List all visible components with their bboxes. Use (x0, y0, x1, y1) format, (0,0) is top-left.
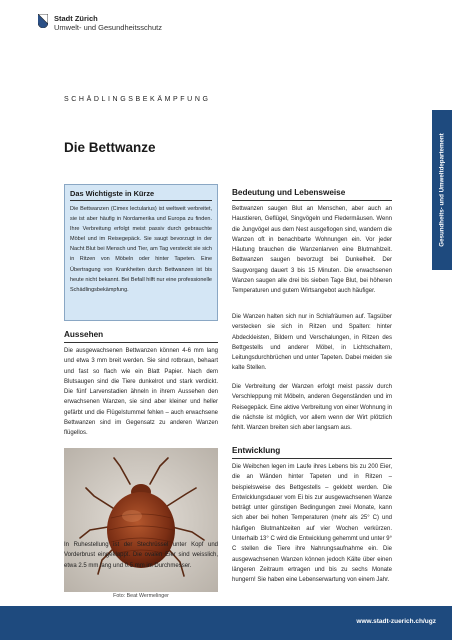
summary-box (64, 184, 218, 321)
bedeutung-paragraph-1: Bettwanzen saugen Blut an Menschen, aber auch an Haustieren, Geflügel, Singvögeln und Fledermäusen. Wenn die Jungvögel aus dem Nest ausgeflogen sind, wandern die Wanzen oft in benachbarte Wohnungen ein. Vor jeder Häutung brauchen die Wanzenlarven eine Blutmahlzeit. Bettwanzen saugen bevorzugt bei Dunkelheit. Der Saugvorgang dauert 3 bis 15 Minuten. Die erwachsenen Wanzen saugen alle drei bis sieben Tage Blut, bei höheren Temperaturen und gutem Wirtsangebot auch häufiger. (232, 206, 392, 295)
entwicklung-divider (232, 458, 392, 459)
footer-url-link[interactable]: www.stadt-zuerich.ch/ugz (356, 618, 436, 625)
page-title: Die Bettwanze (64, 140, 156, 155)
aussehen-divider (64, 342, 218, 343)
org-department: Umwelt- und Gesundheitsschutz (54, 23, 162, 32)
summary-box-text: Die Bettwanzen (Cimex lectularius) ist weltweit verbreitet, sie ist aber häufig in Nordamerika und Europa zu finden. Ihre Verbreitung erfolgt meist passiv durch gebrauchte Möbel und im Reisegepäck. Sie saugt bevorzugt in der Nacht Blut bei Mensch und Tier, am Tag versteckt sie sich in Ritzen von Möbeln oder hinter Tapeten. Eine Übertragung von Krankheiten durch Bettwanzen ist bis heute nicht bekannt. Bei Befall hilft nur eine professionelle Schädlingsbekämpfung. (70, 206, 212, 293)
bedeutung-heading: Bedeutung und Lebensweise (232, 188, 346, 197)
aussehen-heading: Aussehen (64, 330, 104, 339)
side-department-label: Gesundheits- und Umweltdepartement (438, 133, 446, 247)
photo-caption: Foto: Beat Wermelinger (113, 593, 169, 599)
bedeutung-divider (232, 200, 392, 201)
summary-box-divider (70, 200, 212, 201)
bedeutung-paragraph-3: Die Verbreitung der Wanzen erfolgt meist passiv durch Verschleppung mit Möbeln, anderen Gegenständen und im Reisegepäck. Eine aktive Verbreitung von einer Wohnung in die nächste ist möglich, vor allem wenn der Wirt plötzlich fehlt. Wanzen breiten sich aber langsam aus. (232, 384, 392, 432)
org-name: Stadt Zürich (54, 14, 98, 23)
bedeutung-paragraph-2: Die Wanzen halten sich nur in Schlafräumen auf. Tagsüber verstecken sie sich in Ritzen und Spalten: hinter Abdeckleisten, Bildern und Verschalungen, in Ritzen des Bettgestells und anderer Möbel, in Lichtschaltern, Leitungsdurchbrüchen und unter Tapeten. Dabei meiden sie kalte Stellen. (232, 314, 392, 372)
section-kicker: SCHÄDLINGSBEKÄMPFUNG (64, 96, 211, 103)
summary-box-title: Das Wichtigste in Kürze (70, 189, 155, 198)
entwicklung-text: Die Weibchen legen im Laufe ihres Lebens bis zu 200 Eier, die an Wänden hinter Tapeten und in Ritzen – beispielsweise des Bettgestells – geklebt werden. Die Entwicklungsdauer vom Ei bis zur ausgewachsenen Wanze beträgt unter günstigen Bedingungen zwei Monate, kann sich aber bei hohen Temperaturen (mehr als 25° C) und häufigen Blutmahlzeiten auf vier Wochen verkürzen. Unterhalb 13° C wird die Entwicklung gehemmt und unter 9° C stellen die Tiere ihre Nahrungsaufnahme ein. Die ausgewachsenen Wanzen können jedoch Kälte über einen längeren Zeitraum ertragen und bis zu sechs Monate hungern! Sie haben eine Lebenserwartung von einem Jahr. (232, 464, 392, 584)
aussehen-text: Die ausgewachsenen Bettwanzen können 4-6 mm lang und etwa 3 mm breit werden. Sie sind rotbraun, behaart und fast so flach wie ein Blatt Papier. Nach dem Blutsaugen sind die Tiere dunkelrot und stark verdickt. Die fünf Larvenstadien ähneln in ihrem Aussehen den erwachsenen Wanzen, sie sind aber kleiner und heller gefärbt und die Flügelstummel fehlen – auch erwachsene Bettwanzen sind im Gegensatz zu anderen Wanzen flügellos. (64, 348, 218, 437)
entwicklung-heading: Entwicklung (232, 446, 281, 455)
side-department-band (432, 110, 452, 270)
footer-band (0, 606, 452, 640)
ruhestellung-text: In Ruhestellung ist der Stechrüssel unter Kopf und Vorderbrust eingeklappt. Die ovalen Eier sind weisslich, etwa 2.5 mm lang und 0.5 mm im Durchmesser. (64, 542, 218, 569)
city-crest-icon (38, 14, 48, 28)
